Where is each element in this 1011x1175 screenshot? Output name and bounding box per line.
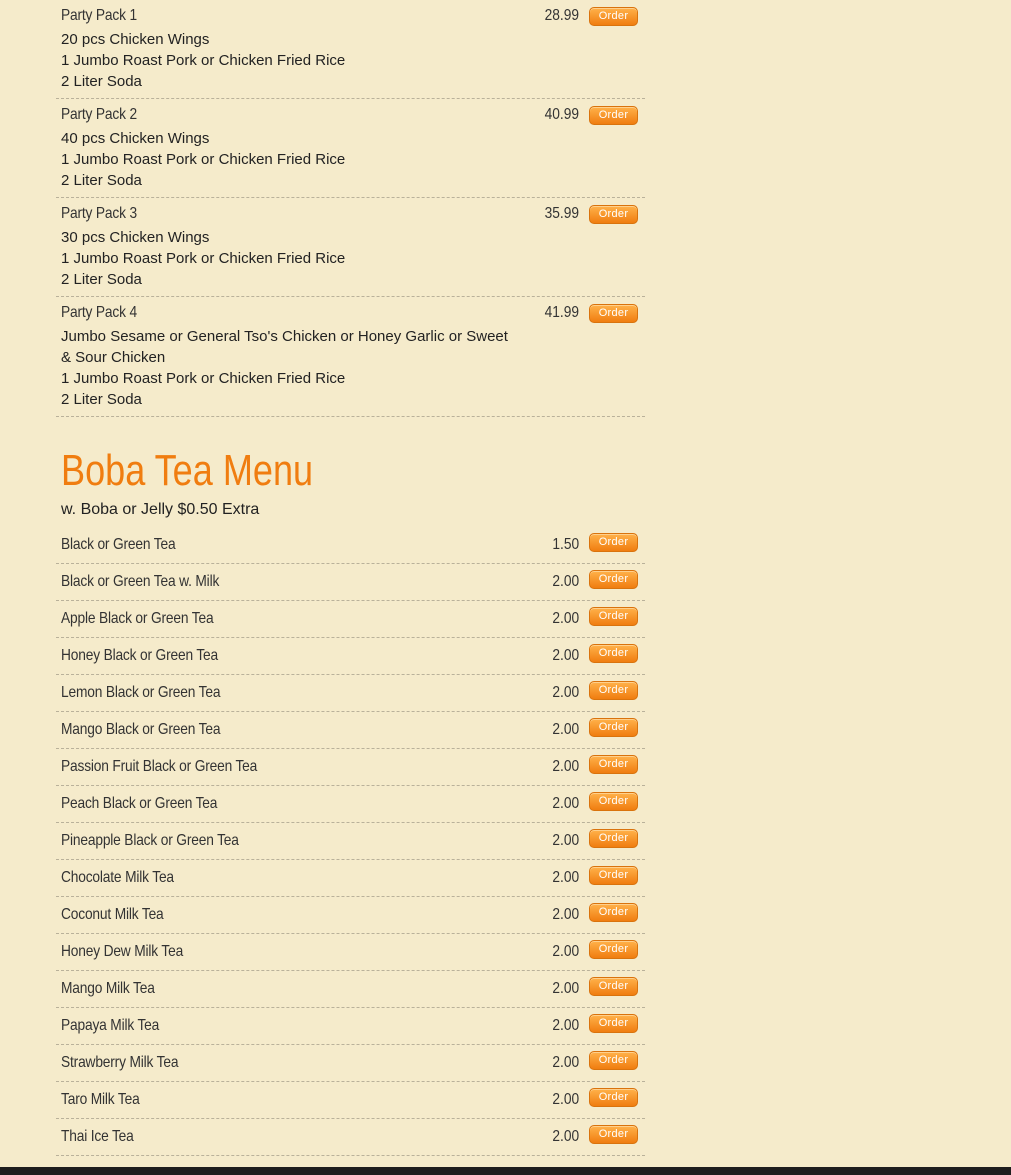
- footer-bar: [0, 1167, 1011, 1175]
- item-description-line: 1 Jumbo Roast Pork or Chicken Fried Rice: [61, 151, 346, 168]
- menu-item-boba-tea: [56, 934, 645, 971]
- item-name: Party Pack 1: [61, 7, 137, 24]
- item-description-line: Jumbo Sesame or General Tso's Chicken or Honey Garlic or Sweet & Sour Chicken: [61, 328, 508, 366]
- menu-item-party-pack-1: [56, 0, 645, 99]
- menu-item-boba-tea: [56, 675, 645, 712]
- item-name: Mango Milk Tea: [61, 980, 155, 997]
- item-price: 2.00: [552, 1017, 579, 1034]
- menu-item-boba-tea: [56, 749, 645, 786]
- menu-item-boba-tea: [56, 823, 645, 860]
- item-name: Chocolate Milk Tea: [61, 869, 174, 886]
- item-price: 2.00: [552, 1054, 579, 1071]
- menu-item-boba-tea: [56, 786, 645, 823]
- item-price: 2.00: [552, 647, 579, 664]
- menu-item-boba-tea: [56, 971, 645, 1008]
- order-button[interactable]: Order: [589, 304, 638, 323]
- order-button[interactable]: Order: [589, 106, 638, 125]
- order-button[interactable]: Order: [589, 718, 638, 737]
- order-button[interactable]: Order: [589, 829, 638, 848]
- item-price: 35.99: [544, 205, 579, 222]
- order-button[interactable]: Order: [589, 755, 638, 774]
- item-description-line: 1 Jumbo Roast Pork or Chicken Fried Rice: [61, 52, 346, 69]
- section-subtitle: w. Boba or Jelly $0.50 Extra: [61, 501, 260, 518]
- order-button[interactable]: Order: [589, 1088, 638, 1107]
- item-name: Coconut Milk Tea: [61, 906, 164, 923]
- item-name: Taro Milk Tea: [61, 1091, 140, 1108]
- section-title: Boba Tea Menu: [61, 446, 314, 495]
- order-button[interactable]: Order: [589, 607, 638, 626]
- item-price: 28.99: [544, 7, 579, 24]
- item-name: Thai Ice Tea: [61, 1128, 134, 1145]
- boba-tea-list: [56, 527, 645, 1156]
- item-name: Party Pack 2: [61, 106, 137, 123]
- item-description-line: 2 Liter Soda: [61, 271, 142, 288]
- menu-item-boba-tea: [56, 1008, 645, 1045]
- item-name: Strawberry Milk Tea: [61, 1054, 179, 1071]
- item-price: 41.99: [544, 304, 579, 321]
- menu-item-boba-tea: [56, 897, 645, 934]
- menu-item-boba-tea: [56, 564, 645, 601]
- boba-section-header: [61, 448, 368, 519]
- order-button[interactable]: Order: [589, 1051, 638, 1070]
- item-description-line: 2 Liter Soda: [61, 172, 142, 189]
- item-name: Mango Black or Green Tea: [61, 721, 221, 738]
- item-description-line: 1 Jumbo Roast Pork or Chicken Fried Rice: [61, 370, 346, 387]
- item-name: Party Pack 3: [61, 205, 137, 222]
- item-name: Honey Dew Milk Tea: [61, 943, 184, 960]
- item-name: Apple Black or Green Tea: [61, 610, 214, 627]
- item-price: 2.00: [552, 721, 579, 738]
- item-name: Papaya Milk Tea: [61, 1017, 160, 1034]
- menu-item-boba-tea: [56, 1119, 645, 1156]
- item-price: 2.00: [552, 795, 579, 812]
- item-description-line: 1 Jumbo Roast Pork or Chicken Fried Rice: [61, 250, 346, 267]
- menu-item-boba-tea: [56, 1082, 645, 1119]
- order-button[interactable]: Order: [589, 570, 638, 589]
- item-price: 2.00: [552, 610, 579, 627]
- item-name: Black or Green Tea w. Milk: [61, 573, 220, 590]
- order-button[interactable]: Order: [589, 644, 638, 663]
- menu-item-boba-tea: [56, 712, 645, 749]
- item-price: 40.99: [544, 106, 579, 123]
- menu-item-boba-tea: [56, 527, 645, 564]
- party-pack-list: [56, 0, 645, 417]
- item-name: Party Pack 4: [61, 304, 137, 321]
- item-price: 2.00: [552, 684, 579, 701]
- order-button[interactable]: Order: [589, 903, 638, 922]
- item-description-line: 2 Liter Soda: [61, 391, 142, 408]
- item-description-line: 30 pcs Chicken Wings: [61, 229, 210, 246]
- order-button[interactable]: Order: [589, 1125, 638, 1144]
- item-description-line: 20 pcs Chicken Wings: [61, 31, 210, 48]
- menu-item-party-pack-2: [56, 99, 645, 198]
- menu-item-boba-tea: [56, 638, 645, 675]
- item-price: 2.00: [552, 1128, 579, 1145]
- item-name: Honey Black or Green Tea: [61, 647, 219, 664]
- item-name: Pineapple Black or Green Tea: [61, 832, 239, 849]
- item-description-line: 40 pcs Chicken Wings: [61, 130, 210, 147]
- order-button[interactable]: Order: [589, 792, 638, 811]
- order-button[interactable]: Order: [589, 7, 638, 26]
- order-button[interactable]: Order: [589, 1014, 638, 1033]
- item-description-line: 2 Liter Soda: [61, 73, 142, 90]
- item-price: 2.00: [552, 943, 579, 960]
- item-price: 2.00: [552, 1091, 579, 1108]
- order-button[interactable]: Order: [589, 940, 638, 959]
- item-price: 2.00: [552, 906, 579, 923]
- item-price: 1.50: [552, 536, 579, 553]
- item-name: Lemon Black or Green Tea: [61, 684, 221, 701]
- item-price: 2.00: [552, 573, 579, 590]
- menu-item-boba-tea: [56, 860, 645, 897]
- item-name: Passion Fruit Black or Green Tea: [61, 758, 258, 775]
- menu-item-party-pack-4: [56, 297, 645, 417]
- item-name: Black or Green Tea: [61, 536, 176, 553]
- item-price: 2.00: [552, 832, 579, 849]
- order-button[interactable]: Order: [589, 205, 638, 224]
- order-button[interactable]: Order: [589, 977, 638, 996]
- order-button[interactable]: Order: [589, 533, 638, 552]
- item-price: 2.00: [552, 869, 579, 886]
- menu-item-party-pack-3: [56, 198, 645, 297]
- item-name: Peach Black or Green Tea: [61, 795, 218, 812]
- item-price: 2.00: [552, 980, 579, 997]
- item-price: 2.00: [552, 758, 579, 775]
- menu-item-boba-tea: [56, 601, 645, 638]
- order-button[interactable]: Order: [589, 866, 638, 885]
- order-button[interactable]: Order: [589, 681, 638, 700]
- menu-item-boba-tea: [56, 1045, 645, 1082]
